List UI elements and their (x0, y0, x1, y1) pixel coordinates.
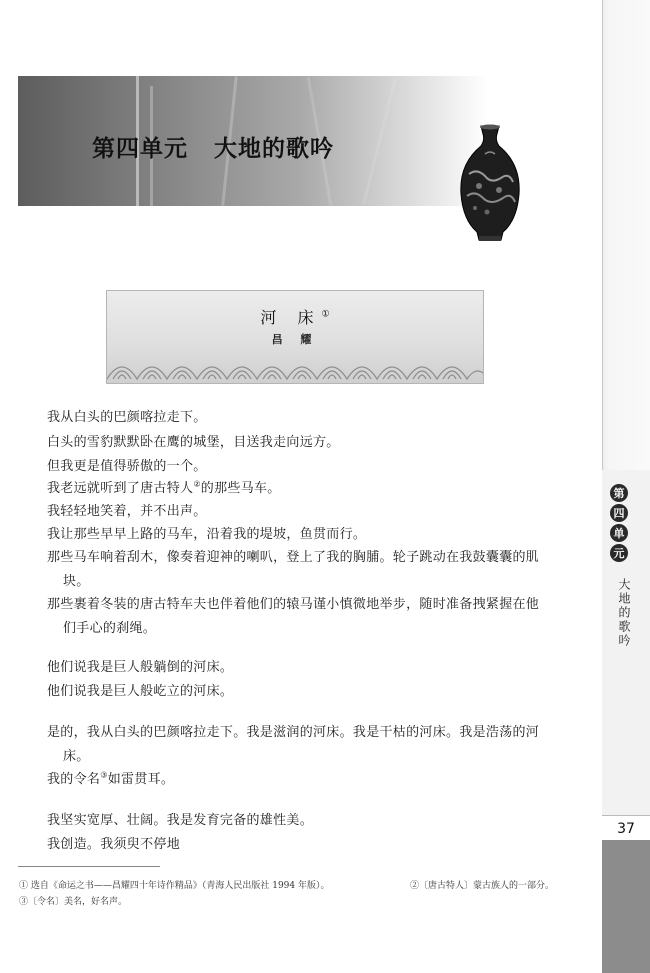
vase-illustration (455, 124, 525, 244)
unit-char: 元 (610, 544, 628, 562)
footnote-2: ②〔唐古特人〕蒙古族人的一部分。 (410, 881, 555, 891)
poem-line: 我老远就听到了唐古特人②的那些马车。 (47, 479, 281, 496)
poem-line: 我坚实宽厚、壮阔。我是发育完备的雄性美。 (47, 813, 314, 828)
footnote-1: ① 选自《命运之书——昌耀四十年诗作精品》（青海人民出版社 1994 年版）。 (19, 881, 330, 891)
unit-name: 大地的歌吟 (214, 135, 334, 162)
poem-line: 块。 (63, 574, 90, 589)
margin-strip-bottom (602, 840, 650, 973)
footnote-3: ③〔令名〕美名，好名声。 (19, 897, 128, 907)
poem-line: 我从白头的巴颜喀拉走下。 (47, 410, 207, 425)
wave-pattern (107, 349, 483, 383)
poem-line: 我轻轻地笑着，并不出声。 (47, 504, 207, 519)
side-unit-title: 大地的歌吟 (617, 578, 631, 648)
poem-line: 他们说我是巨人般屹立的河床。 (47, 684, 234, 699)
unit-title (92, 130, 334, 163)
poem-line: 们手心的刹绳。 (63, 621, 157, 636)
poem-line: 我创造。我须臾不停地 (47, 837, 181, 852)
poem-line: 那些马车响着刮木，像奏着迎神的喇叭，登上了我的胸脯。轮子跳动在我鼓囊囊的肌 (47, 550, 540, 565)
unit-char: 单 (610, 524, 628, 542)
unit-char: 四 (610, 504, 628, 522)
poem-line: 床。 (63, 749, 90, 764)
poem-line: 那些裹着冬装的唐古特车夫也伴着他们的辕马谨小慎微地举步，随时准备拽紧握在他 (47, 597, 540, 612)
side-unit-badge (609, 484, 629, 562)
unit-number: 第四单元 (92, 135, 188, 162)
poem-line: 他们说我是巨人般躺倒的河床。 (47, 660, 234, 675)
poem-line: 白头的雪豹默默卧在鹰的城堡，目送我走向远方。 (47, 435, 340, 450)
poem-line: 是的，我从白头的巴颜喀拉走下。我是滋润的河床。我是干枯的河床。我是浩荡的河 (47, 725, 540, 740)
footnote-rule (18, 866, 160, 867)
poem-title: 河 床① (260, 308, 330, 327)
poem-line: 但我更是值得骄傲的一个。 (47, 459, 207, 474)
page-number: 37 (602, 815, 650, 843)
poem-line: 我的令名③如雷贯耳。 (47, 770, 175, 787)
unit-char: 第 (610, 484, 628, 502)
poem-header (106, 290, 484, 384)
poem-line: 我让那些早早上路的马车，沿着我的堤坡，鱼贯而行。 (47, 527, 367, 542)
poem-author: 昌 耀 (271, 333, 319, 346)
